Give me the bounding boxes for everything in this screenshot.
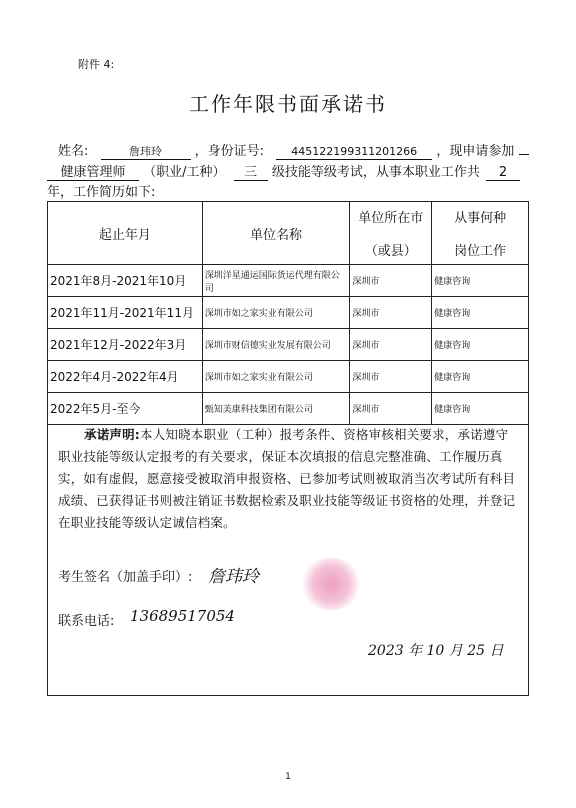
years-value: 2: [486, 166, 520, 181]
apply-blank: [519, 154, 529, 155]
phone-value: 13689517054: [130, 607, 235, 625]
declaration-box: [47, 418, 529, 696]
header-location-line1: 单位所在市: [358, 211, 424, 226]
table-header-row: [48, 202, 529, 265]
header-post: [432, 202, 529, 265]
row-unit: 深圳市如之家实业有限公司: [202, 297, 350, 329]
header-period: 起止年月: [48, 202, 203, 265]
occupation-value: 健康管理师: [47, 166, 139, 181]
row-period: 2021年11月-2021年11月: [48, 297, 203, 329]
row-unit: 深圳市财信德实业发展有限公司: [202, 329, 350, 361]
row-location: 深圳市: [350, 297, 432, 329]
page-number: 1: [285, 772, 291, 782]
table-row: [48, 265, 529, 297]
header-location-line2: （或县）: [364, 244, 417, 259]
header-unit: 单位名称: [202, 202, 350, 265]
intro-line-2: [47, 161, 520, 181]
row-post: 健康咨询: [432, 329, 529, 361]
work-history-table: [47, 201, 529, 425]
apply-text: ，现申请参加: [436, 144, 515, 159]
header-location: [350, 202, 432, 265]
row-unit: 深圳洋星通运国际货运代理有限公司: [202, 265, 350, 297]
row-post: 健康咨询: [432, 297, 529, 329]
row-unit: 深圳市如之家实业有限公司: [202, 361, 350, 393]
table-row: [48, 361, 529, 393]
table-row: [48, 297, 529, 329]
row-period: 2021年8月-2021年10月: [48, 265, 203, 297]
row-post: 健康咨询: [432, 265, 529, 297]
header-post-line2: 岗位工作: [454, 244, 507, 259]
fingerprint-stamp: [300, 558, 362, 610]
occupation-suffix: （职业/工种）: [143, 165, 226, 180]
id-value: 445122199311201266: [276, 145, 432, 160]
row-period: 2021年12月-2022年3月: [48, 329, 203, 361]
row-location: 深圳市: [350, 329, 432, 361]
row-period: 2022年4月-2022年4月: [48, 361, 203, 393]
signature: 詹玮玲: [208, 567, 259, 587]
row-post: 健康咨询: [432, 393, 529, 425]
name-value: 詹玮玲: [101, 145, 191, 160]
declaration-heading: 承诺声明:: [84, 427, 140, 442]
row-location: 深圳市: [350, 361, 432, 393]
level-text: 级技能等级考试，从事本职业工作共: [271, 165, 480, 180]
row-post: 健康咨询: [432, 361, 529, 393]
row-unit: 甄知美康科技集团有限公司: [202, 393, 350, 425]
id-label: ，身份证号:: [194, 144, 265, 159]
level-value: 三: [234, 166, 268, 181]
row-location: 深圳市: [350, 393, 432, 425]
attachment-label: 附件 4:: [78, 58, 115, 71]
intro-line-3: 年，工作简历如下:: [47, 185, 156, 200]
sign-date: 2023 年 10 月 25 日: [368, 643, 504, 659]
declaration-body: 本人知晓本职业（工种）报考条件、资格审核相关要求，承诺遵守职业技能等级认定报考的有关要求，保证本次填报的信息完整准确、工作履历真实，如有虚假，愿意接受被取消申报资格、已参加考试则被取消当次考试所有科目成绩、已获得证书则被注销证书数据检索及职业技能等级证书资格的处理，并登记在职业技能等级认定诚信档案。: [58, 427, 516, 530]
name-label: 姓名:: [58, 144, 89, 159]
header-post-line1: 从事何种: [454, 211, 507, 226]
phone-label: 联系电话:: [58, 614, 115, 629]
row-period: 2022年5月-至今: [48, 393, 203, 425]
row-location: 深圳市: [350, 265, 432, 297]
signature-label: 考生签名（加盖手印）:: [58, 570, 193, 585]
declaration-text: [58, 424, 520, 534]
intro-line-1: [58, 140, 529, 160]
page-title: 工作年限书面承诺书: [189, 92, 387, 116]
table-row: [48, 329, 529, 361]
